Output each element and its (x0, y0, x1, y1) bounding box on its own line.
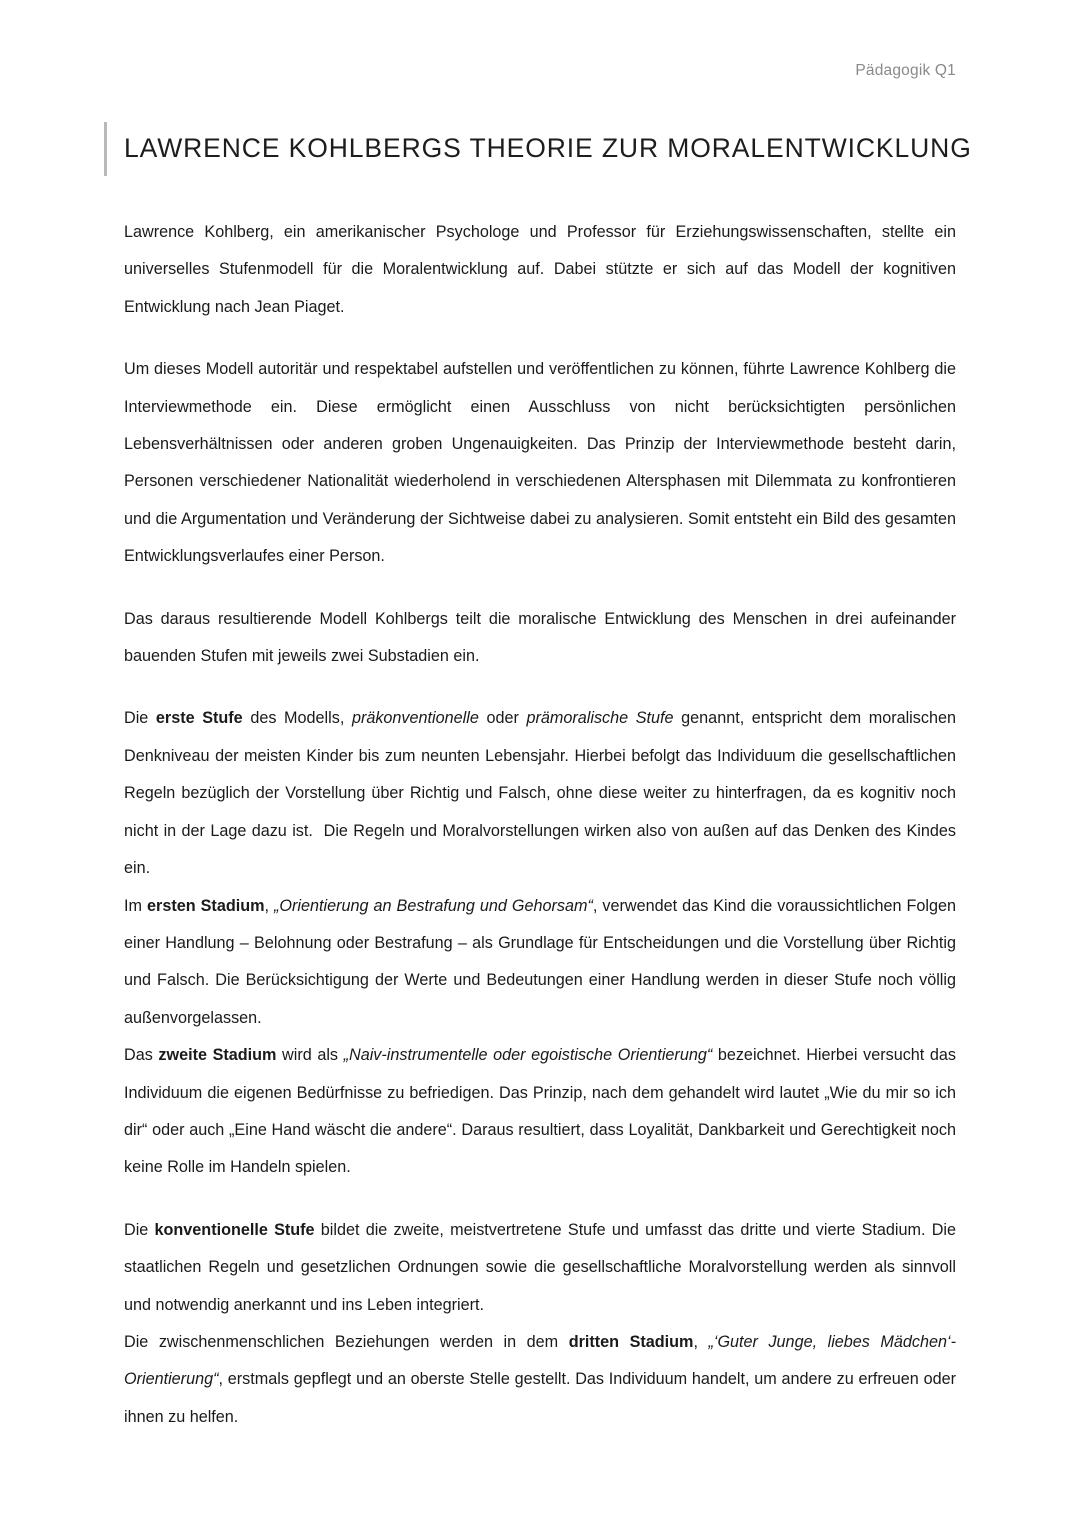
paragraph-p7-konventionelle-stufe (124, 1212, 961, 1324)
emphasis-italic: präkonventionelle (351, 709, 479, 728)
text-run: genannt, entspricht dem moralischen Denkniveau der meisten Kinder bis zum neunten Lebensjahr. Hierbei befolgt das Individuum die gesellschaftlichen Regeln bezüglich der Vorstellung über Richtig und Falsch, ohne diese weiter zu hinterfragen, da es kognitiv noch nicht in der Lage dazu ist. Die Regeln und Moralvorstellungen wirken also von außen auf das Denken des Kindes ein. (124, 709, 961, 878)
emphasis-bold: erste Stufe (155, 709, 243, 728)
paragraph-p3-drei-stufen (124, 601, 961, 676)
text-run: Lawrence Kohlberg, ein amerikanischer Psychologe und Professor für Erziehungswissenschaften, stellte ein universelles Stufenmodell für die Moralentwicklung auf. Dabei stützte er sich auf das Modell der kognitiven Entwicklung nach Jean Piaget. (124, 223, 961, 316)
text-run: Im (124, 896, 148, 915)
paragraph-p2-interviewmethode (124, 351, 961, 575)
emphasis-italic: „Orientierung an Bestrafung und Gehorsam“ (274, 896, 593, 915)
emphasis-italic: „‘Guter Junge, liebes Mädchen‘-Orientierung“ (124, 1332, 956, 1389)
text-run: wird als (276, 1046, 344, 1065)
text-run: , (693, 1332, 709, 1351)
text-run: oder (478, 709, 527, 728)
emphasis-bold: konventionelle Stufe (154, 1220, 315, 1239)
text-run: Die (124, 709, 156, 728)
text-run: des Modells, (242, 709, 352, 728)
text-run: , verwendet das Kind die voraussichtlichen Folgen einer Handlung – Belohnung oder Bestrafung – als Grundlage für Entscheidungen und die Vorstellung über Richtig und Falsch. Die Berücksichtigung der Werte und Bedeutungen einer Handlung werden in dieser Stufe noch völlig außenvorgelassen. (124, 896, 961, 1027)
paragraph-p5-erstes-stadium (124, 888, 961, 1038)
text-run: , (264, 896, 275, 915)
emphasis-bold: dritten Stadium (568, 1332, 694, 1351)
running-header: Pädagogik Q1 (855, 62, 956, 79)
text-run: Das (124, 1046, 159, 1065)
emphasis-bold: ersten Stadium (147, 896, 265, 915)
paragraph-p8-drittes-stadium (124, 1324, 961, 1436)
paragraph-p1-intro (124, 214, 961, 326)
text-run: Um dieses Modell autoritär und respektabel aufstellen und veröffentlichen zu können, führte Lawrence Kohlberg die Interviewmethode ein. Diese ermöglicht einen Ausschluss von nicht berücksichtigten persönlichen Lebensverhältnissen oder anderen groben Ungenauigkeiten. Das Prinzip der Interviewmethode besteht darin, Personen verschiedener Nationalität wiederholend in verschiedenen Altersphasen mit Dilemmata zu konfrontieren und die Argumentation und Veränderung der Sichtweise dabei zu analysieren. Somit entsteht ein Bild des gesamten Entwicklungsverlaufes einer Person. (124, 360, 961, 566)
document-body (124, 214, 961, 1436)
emphasis-bold: zweite Stadium (158, 1046, 277, 1065)
text-run: bildet die zweite, meistvertretene Stufe und umfasst das dritte und vierte Stadium. Die staatlichen Regeln und gesetzlichen Ordnungen sowie die gesellschaftliche Moralvorstellung werden als sinnvoll und notwendig anerkannt und ins Leben integriert. (124, 1220, 961, 1314)
text-run: Die zwischenmenschlichen Beziehungen werden in dem (124, 1332, 569, 1351)
page-title: LAWRENCE KOHLBERGS THEORIE ZUR MORALENTWICKLUNG (124, 133, 972, 164)
paragraph-p6-zweites-stadium (124, 1037, 961, 1187)
text-run: bezeichnet. Hierbei versucht das Individuum die eigenen Bedürfnisse zu befriedigen. Das Prinzip, nach dem gehandelt wird lautet „Wie du mir so ich dir“ oder auch „Eine Hand wäscht die andere“. Daraus resultiert, dass Loyalität, Dankbarkeit und Gerechtigkeit noch keine Rolle im Handeln spielen. (124, 1046, 961, 1177)
text-run: Die (124, 1220, 155, 1239)
emphasis-italic: prämoralische Stufe (526, 709, 674, 728)
paragraph-p4-erste-stufe (124, 700, 961, 887)
text-run: Das daraus resultierende Modell Kohlbergs teilt die moralische Entwicklung des Menschen in drei aufeinander bauenden Stufen mit jeweils zwei Substadien ein. (124, 609, 961, 666)
title-block (104, 122, 972, 176)
text-run: , erstmals gepflegt und an oberste Stelle gestellt. Das Individuum handelt, um andere zu erfreuen oder ihnen zu helfen. (124, 1370, 961, 1426)
emphasis-italic: „Naiv-instrumentelle oder egoistische Orientierung“ (343, 1046, 713, 1065)
